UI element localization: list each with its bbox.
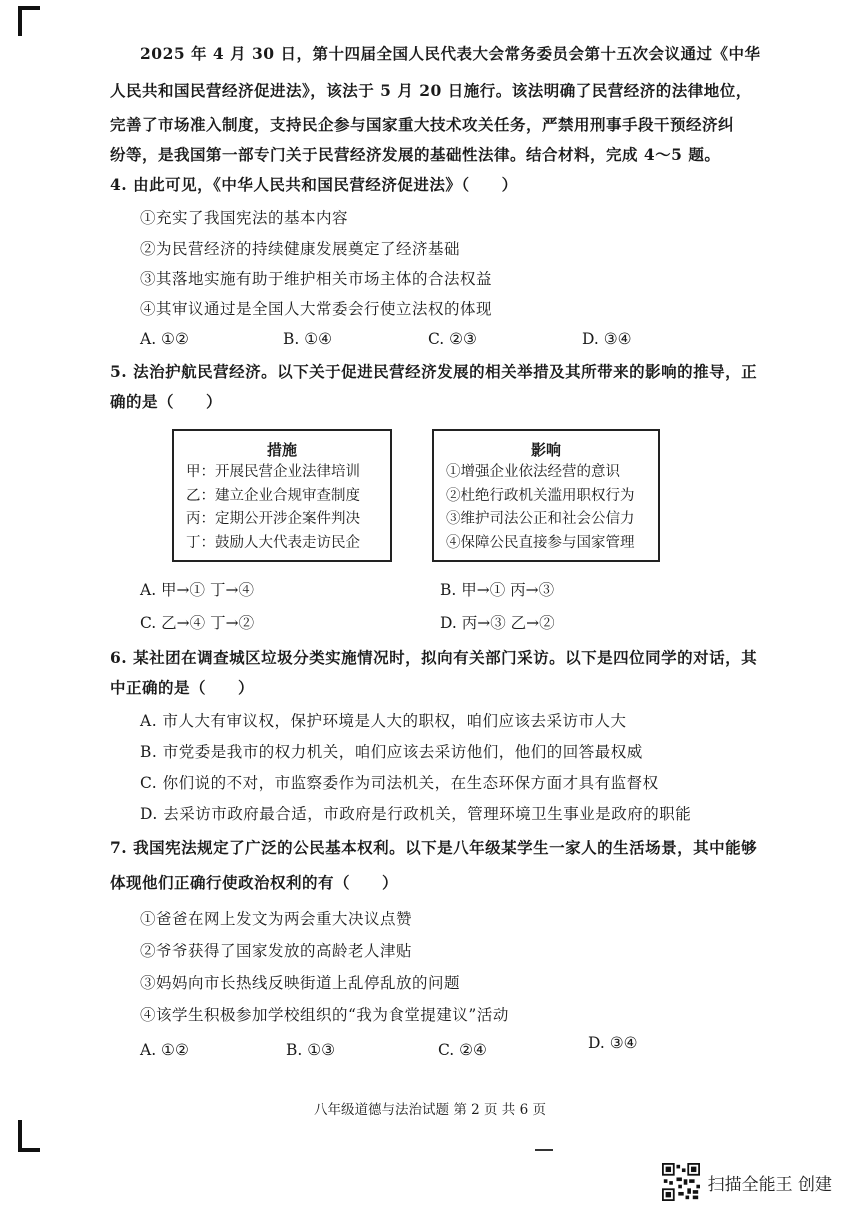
answer-option: C. 你们说的不对，市监察委作为司法机关，在生态环保方面才具有监督权 <box>140 774 659 792</box>
answer-option: B. ①④ <box>283 330 333 348</box>
page-footer: 八年级道德与法治试题 第 2 页 共 6 页 <box>314 1102 546 1118</box>
question-stem: 6. 某社团在调查城区垃圾分类实施情况时，拟向有关部门采访。以下是四位同学的对话，其 <box>110 648 758 667</box>
answer-option: A. ①② <box>140 330 189 348</box>
answer-option: A. 市人大有审议权，保护环境是人大的职权，咱们应该去采访市人大 <box>140 712 627 730</box>
material-line: 完善了市场准入制度，支持民企参与国家重大技术攻关任务，严禁用刑事手段干预经济纠 <box>110 115 735 134</box>
corner-mark-top-left <box>18 6 40 10</box>
answer-option: C. 乙→④ 丁→② <box>140 614 255 632</box>
answer-option: C. ②③ <box>428 330 477 348</box>
measure-item: 甲：开展民营企业法律培训 <box>186 464 360 480</box>
statement-item: ③妈妈向市长热线反映街道上乱停乱放的问题 <box>140 974 461 992</box>
measures-box <box>172 429 392 562</box>
answer-option: B. 市党委是我市的权力机关，咱们应该去采访他们，他们的回答最权威 <box>140 743 643 761</box>
question-stem: 4. 由此可见，《中华人民共和国民营经济促进法》（ ） <box>110 175 518 194</box>
effect-item: ③维护司法公正和社会公信力 <box>446 511 635 527</box>
effects-box <box>432 429 660 562</box>
statement-item: ①爸爸在网上发文为两会重大决议点赞 <box>140 910 413 928</box>
answer-option: D. ③④ <box>588 1034 638 1052</box>
statement-item: ①充实了我国宪法的基本内容 <box>140 209 349 227</box>
effect-item: ④保障公民直接参与国家管理 <box>446 534 635 551</box>
statement-item: ④该学生积极参加学校组织的“我为食堂提建议”活动 <box>140 1006 509 1024</box>
statement-item: ②爷爷获得了国家发放的高龄老人津贴 <box>140 942 413 960</box>
scan-mark <box>535 1149 553 1151</box>
scanner-watermark <box>662 1163 832 1201</box>
question-stem: 5. 法治护航民营经济。以下关于促进民营经济发展的相关举措及其所带来的影响的推导，正 <box>110 362 758 381</box>
answer-option: D. 丙→③ 乙→② <box>440 614 555 632</box>
qr-code-icon <box>662 1163 700 1201</box>
material-line: 纷等，是我国第一部专门关于民营经济发展的基础性法律。结合材料，完成 4～5 题。 <box>110 145 721 164</box>
question-stem: 体现他们正确行使政治权利的有（ ） <box>110 873 399 892</box>
effects-title: 影响 <box>530 441 561 459</box>
corner-mark-bottom-left <box>18 1148 40 1152</box>
question-stem: 7. 我国宪法规定了广泛的公民基本权利。以下是八年级某学生一家人的生活场景，其中能够 <box>110 838 758 857</box>
answer-option: A. ①② <box>140 1041 189 1059</box>
material-line: 人民共和国民营经济促进法》，该法于 5 月 20 日施行。该法明确了民营经济的法律地位， <box>110 81 752 100</box>
measures-title: 措施 <box>266 441 297 459</box>
effect-item: ①增强企业依法经营的意识 <box>446 464 620 480</box>
measure-item: 丙：定期公开涉企案件判决 <box>186 511 360 527</box>
effect-item: ②杜绝行政机关滥用职权行为 <box>446 487 635 504</box>
answer-option: C. ②④ <box>438 1041 487 1059</box>
answer-option: D. ③④ <box>582 330 632 348</box>
answer-option: B. 甲→① 丙→③ <box>440 581 555 599</box>
statement-item: ②为民营经济的持续健康发展奠定了经济基础 <box>140 240 461 258</box>
answer-option: A. 甲→① 丁→④ <box>140 581 254 599</box>
statement-item: ③其落地实施有助于维护相关市场主体的合法权益 <box>140 270 493 288</box>
statement-item: ④其审议通过是全国人大常委会行使立法权的体现 <box>140 300 493 318</box>
answer-option: D. 去采访市政府最合适，市政府是行政机关，管理环境卫生事业是政府的职能 <box>140 805 692 823</box>
question-stem: 确的是（ ） <box>110 392 223 411</box>
answer-option: B. ①③ <box>286 1041 336 1059</box>
material-line: 2025 年 4 月 30 日，第十四届全国人民代表大会常务委员会第十五次会议通过《中华 <box>140 44 761 63</box>
corner-mark-top-left <box>18 6 22 36</box>
measure-item: 丁：鼓励人大代表走访民企 <box>186 534 360 551</box>
measure-item: 乙：建立企业合规审查制度 <box>186 487 360 504</box>
watermark-text: 扫描全能王 创建 <box>707 1174 832 1195</box>
question-stem: 中正确的是（ ） <box>110 678 255 697</box>
